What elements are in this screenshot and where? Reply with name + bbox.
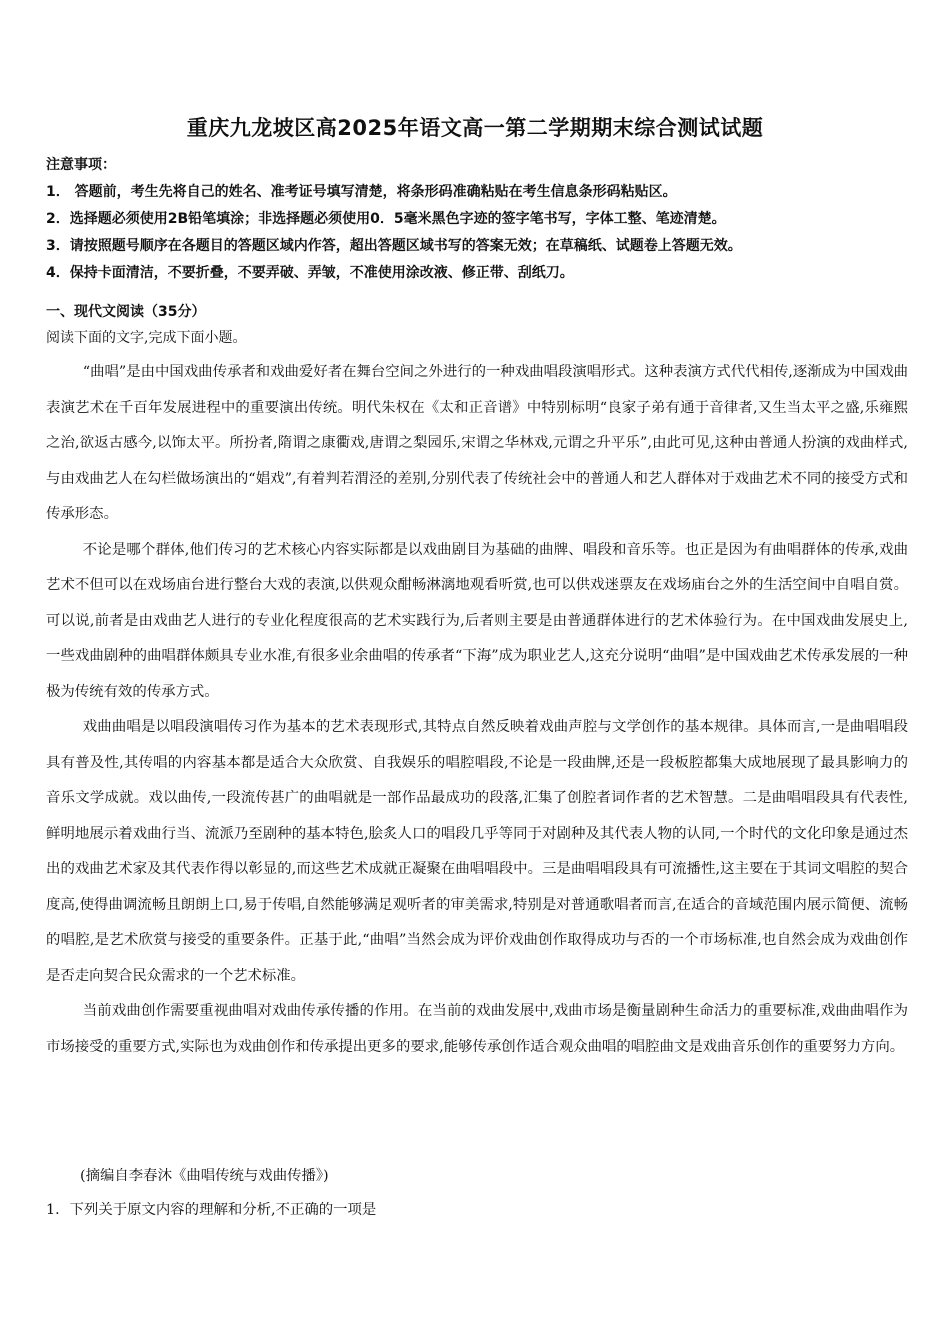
passage-paragraph: 戏曲曲唱是以唱段演唱传习作为基本的艺术表现形式,其特点自然反映着戏曲声腔与文学创作的基本规律。具体而言,一是曲唱唱段具有普及性,其传唱的内容基本都是适合大众欣赏、自我娱乐的唱腔唱段,不论是一段曲牌,还是一段板腔都集大成地展现了最具影响力的音乐文学成就。戏以曲传,一段流传甚广的曲唱就是一部作品最成功的段落,汇集了创腔者词作者的艺术智慧。二是曲唱唱段具有代表性,鲜明地展示着戏曲行当、流派乃至剧种的基本特色,脍炙人口的唱段几乎等同于对剧种及其代表人物的认同,一个时代的文化印象是通过杰出的戏曲艺术家及其代表作得以彰显的,而这些艺术成就正凝聚在曲唱唱段中。三是曲唱唱段具有可流播性,这主要在于其词文唱腔的契合度高,使得曲调流畅且朗朗上口,易于传唱,自然能够满足观听者的审美需求,特别是对普通歌唱者而言,在适合的音域范围内展示简便、流畅的唱腔,是艺术欣赏与接受的重要条件。正基于此,“曲唱”当然会成为评价戏曲创作取得成功与否的一个市场标准,也自然会成为戏曲创作是否走向契合民众需求的一个艺术标准。 <box>46 719 908 984</box>
question-1: 1．下列关于原文内容的理解和分析,不正确的一项是 <box>46 1202 377 1218</box>
notice-item: 1． 答题前，考生先将自己的姓名、准考证号填写清楚，将条形码准确粘贴在考生信息条形码粘贴区。 <box>46 184 677 200</box>
page-title: 重庆九龙坡区高2025年语文高一第二学期期末综合测试试题 <box>186 116 764 140</box>
notice-item: 2．选择题必须使用2B铅笔填涂；非选择题必须使用0．5毫米黑色字迹的签字笔书写，字体工整、笔迹清楚。 <box>46 211 726 227</box>
passage-source: (摘编自李春沐《曲唱传统与戏曲传播》) <box>80 1168 329 1184</box>
section-heading: 一、现代文阅读（35分） <box>46 304 206 320</box>
notice-item: 4．保持卡面清洁，不要折叠，不要弄破、弄皱，不准使用涂改液、修正带、刮纸刀。 <box>46 265 574 281</box>
notice-heading: 注意事项： <box>46 157 116 173</box>
section-instruction: 阅读下面的文字,完成下面小题。 <box>46 330 247 346</box>
passage-paragraph: 当前戏曲创作需要重视曲唱对戏曲传承传播的作用。在当前的戏曲发展中,戏曲市场是衡量剧种生命活力的重要标准,戏曲曲唱作为市场接受的重要方式,实际也为戏曲创作和传承提出更多的要求,能够传承创作适合观众曲唱的唱腔曲文是戏曲音乐创作的重要努力方向。 <box>46 1003 908 1055</box>
notice-item: 3．请按照题号顺序在各题目的答题区域内作答，超出答题区域书写的答案无效；在草稿纸、试题卷上答题无效。 <box>46 238 742 254</box>
notice-block <box>46 152 906 287</box>
reading-passage <box>46 355 908 1065</box>
passage-paragraph: “曲唱”是由中国戏曲传承者和戏曲爱好者在舞台空间之外进行的一种戏曲唱段演唱形式。这种表演方式代代相传,逐渐成为中国戏曲表演艺术在千百年发展进程中的重要演出传统。明代朱权在《太和正音谱》中特别标明“良家子弟有通于音律者,又生当太平之盛,乐雍熙之治,欲返古感今,以饰太平。所扮者,隋谓之康衢戏,唐谓之梨园乐,宋谓之华林戏,元谓之升平乐”,由此可见,这种由普通人扮演的戏曲样式,与由戏曲艺人在勾栏做场演出的“娼戏”,有着判若渭泾的差别,分别代表了传统社会中的普通人和艺人群体对于戏曲艺术不同的接受方式和传承形态。 <box>46 364 908 522</box>
passage-paragraph: 不论是哪个群体,他们传习的艺术核心内容实际都是以戏曲剧目为基础的曲牌、唱段和音乐等。也正是因为有曲唱群体的传承,戏曲艺术不但可以在戏场庙台进行整台大戏的表演,以供观众酣畅淋漓地观看听赏,也可以供戏迷票友在戏场庙台之外的生活空间中自唱自赏。可以说,前者是由戏曲艺人进行的专业化程度很高的艺术实践行为,后者则主要是由普通群体进行的艺术体验行为。在中国戏曲发展史上,一些戏曲剧种的曲唱群体颇具专业水准,有很多业余曲唱的传承者“下海”成为职业艺人,这充分说明“曲唱”是中国戏曲艺术传承发展的一种极为传统有效的传承方式。 <box>46 541 908 700</box>
